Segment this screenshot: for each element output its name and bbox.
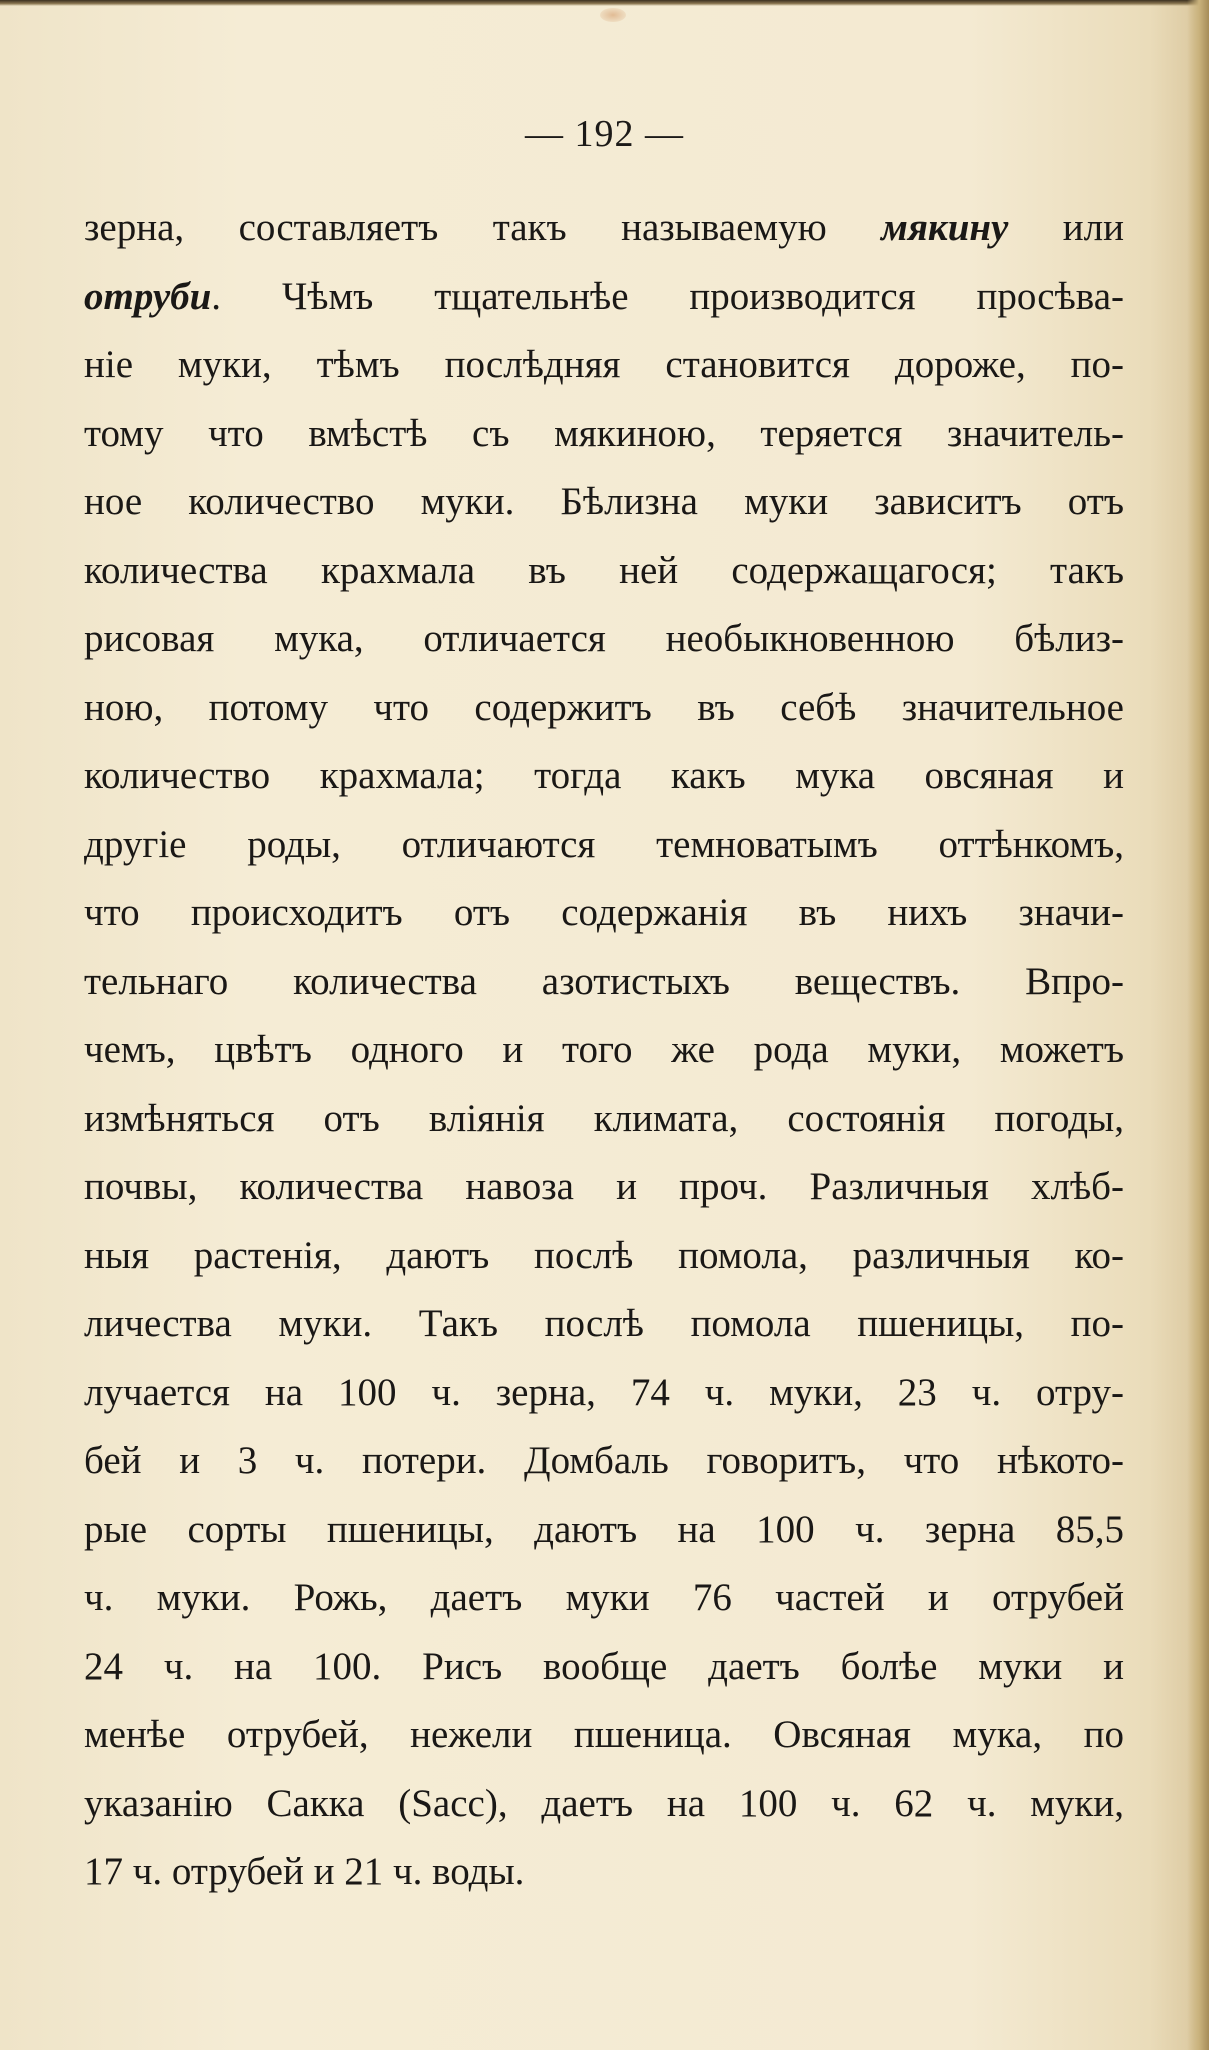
text-line [84,1633,1124,1702]
text-span: 24 ч. на 100. Рисъ вообще даетъ болѣе муки и [84,1644,1124,1688]
text-span: 17 ч. отрубей и 21 ч. воды. [84,1850,525,1893]
text-span: ныя растенія, даютъ послѣ помола, различныя ко- [84,1233,1124,1277]
text-line [84,1085,1124,1154]
text-span: указанію Сакка (Sacc), даетъ на 100 ч. 62 ч. муки, [84,1781,1124,1825]
emphasized-term: мякину [881,206,1009,249]
page-right-edge-shadow [1187,0,1209,2050]
text-span: лучается на 100 ч. зерна, 74 ч. муки, 23 ч. отру- [84,1370,1124,1414]
text-line [84,1701,1124,1770]
text-line [84,194,1124,263]
text-span: тельнаго количества азотистыхъ веществъ. Впро- [84,959,1124,1003]
body-text [84,194,1124,1907]
text-span: ною, потому что содержитъ въ себѣ значительное [84,685,1124,729]
text-span: тому что вмѣстѣ съ мякиною, теряется значитель- [84,411,1124,455]
text-span: рисовая мука, отличается необыкновенною бѣлиз- [84,617,1124,660]
text-line [84,742,1124,811]
text-span: бей и 3 ч. потери. Домбаль говоритъ, что нѣкото- [84,1439,1124,1482]
text-span: рые сорты пшеницы, даютъ на 100 ч. зерна 85,5 [84,1507,1124,1551]
text-span: ч. муки. Рожь, даетъ муки 76 частей и отрубей [84,1576,1124,1619]
text-line [84,948,1124,1017]
text-line [84,400,1124,469]
text-line [84,331,1124,400]
emphasized-term: отруби [84,274,212,318]
text-line [84,1016,1124,1085]
text-line [84,1770,1124,1839]
text-span: ное количество муки. Бѣлизна муки зависитъ отъ [84,480,1124,523]
text-span: почвы, количества навоза и проч. Различныя хлѣб- [84,1165,1124,1208]
text-span: зерна, составляетъ такъ называемую [84,206,882,249]
text-line [84,1496,1124,1565]
page-number: — 192 — [525,113,684,155]
text-line [84,1153,1124,1222]
text-span: количества крахмала въ ней содержащагося; такъ [84,548,1124,592]
text-span: количество крахмала; тогда какъ мука овсяная и [84,754,1124,797]
text-span: или [1008,206,1124,249]
page-top-edge [0,0,1209,6]
text-line [84,879,1124,948]
text-line [84,1359,1124,1428]
text-span: . Чѣмъ тщательнѣе производится просѣва- [211,274,1124,318]
text-span: менѣе отрубей, нежели пшеница. Овсяная мука, по [84,1713,1124,1756]
paper-stain [600,8,626,22]
text-span: что происходитъ отъ содержанія въ нихъ значи- [84,891,1124,934]
text-span: измѣняться отъ вліянія климата, состоянія погоды, [84,1096,1124,1140]
text-line [84,1222,1124,1291]
text-line [84,605,1124,674]
text-line [84,1290,1124,1359]
text-line [84,1838,1124,1907]
text-span: ніе муки, тѣмъ послѣдняя становится дороже, по- [84,343,1124,386]
text-span: другіе роды, отличаются темноватымъ оттѣнкомъ, [84,822,1124,866]
text-line [84,537,1124,606]
text-line [84,263,1124,332]
text-line [84,468,1124,537]
text-line [84,674,1124,743]
text-span: личества муки. Такъ послѣ помола пшеницы, по- [84,1302,1124,1345]
text-span: чемъ, цвѣтъ одного и того же рода муки, можетъ [84,1028,1124,1071]
text-line [84,1564,1124,1633]
text-line [84,1427,1124,1496]
text-line [84,811,1124,880]
